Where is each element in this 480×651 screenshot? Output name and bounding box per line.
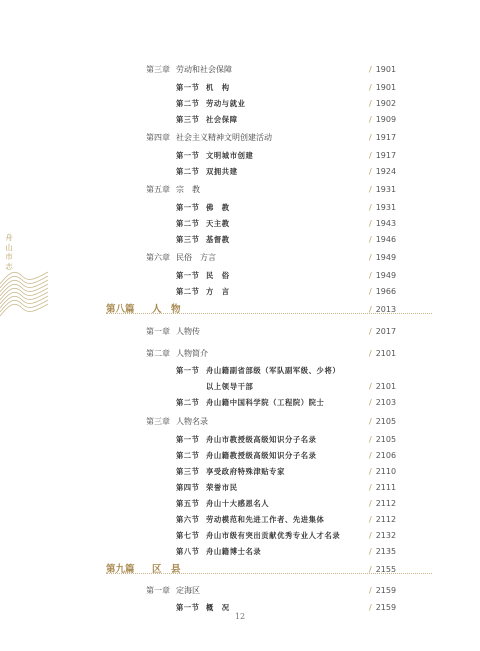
toc-entry-page <box>369 512 429 528</box>
toc-entry-number: 第六节 <box>176 515 200 524</box>
toc-entry-title: 基督教 <box>206 235 230 244</box>
toc-entry-title: 舟山籍副省部级（军队副军级、少将） <box>206 366 341 375</box>
toc-entry-title: 劳动模范和先进工作者、先进集体 <box>206 515 325 524</box>
toc-entry-number: 第六章 <box>146 253 170 262</box>
toc-entry-page <box>369 112 429 128</box>
slash-separator: / <box>369 235 372 244</box>
toc-entry-section[interactable] <box>0 480 480 496</box>
toc-entry-number: 第二章 <box>146 349 170 358</box>
toc-entry-page <box>369 379 429 395</box>
slash-separator: / <box>369 531 372 540</box>
slash-separator: / <box>369 565 372 574</box>
slash-separator: / <box>369 115 372 124</box>
toc-entry-chapter[interactable] <box>0 414 480 430</box>
toc-entry-section[interactable] <box>0 395 480 411</box>
page-value: 2101 <box>375 349 397 358</box>
toc-entry-chapter[interactable] <box>0 182 480 198</box>
toc-entry-title: 社会主义精神文明创建活动 <box>176 133 272 142</box>
slash-separator: / <box>369 271 372 280</box>
slash-separator: / <box>369 382 372 391</box>
slash-separator: / <box>369 83 372 92</box>
toc-entry-page <box>369 62 429 78</box>
toc-entry-title: 人物简介 <box>176 349 208 358</box>
toc-entry-section[interactable] <box>0 432 480 448</box>
toc-entry-number: 第二节 <box>176 398 200 407</box>
toc-entry-number: 第七节 <box>176 531 200 540</box>
toc-entry-section[interactable] <box>0 268 480 284</box>
slash-separator: / <box>369 435 372 444</box>
toc-entry-page <box>369 528 429 544</box>
slash-separator: / <box>369 398 372 407</box>
toc-entry-part[interactable] <box>0 302 480 318</box>
page-value: 1901 <box>375 83 397 92</box>
toc-entry-section[interactable] <box>0 148 480 164</box>
toc-entry-title: 舟山市教授级高级知识分子名录 <box>206 435 317 444</box>
toc-entry-chapter[interactable] <box>0 130 480 146</box>
toc-entry-title: 天主教 <box>206 219 230 228</box>
toc-entry-title: 舟山籍中国科学院（工程院）院士 <box>206 398 325 407</box>
page-value: 2155 <box>375 565 397 574</box>
toc-entry-number: 第二节 <box>176 219 200 228</box>
toc-entry-page <box>369 448 429 464</box>
slash-separator: / <box>369 603 372 612</box>
toc-entry-number: 第一节 <box>176 151 200 160</box>
toc-entry-number: 第三节 <box>176 467 200 476</box>
toc-entry-page <box>369 268 429 284</box>
toc-entry-page <box>369 583 429 599</box>
page-value: 1917 <box>375 133 397 142</box>
slash-separator: / <box>369 287 372 296</box>
toc-entry-title: 定海区 <box>176 586 200 595</box>
toc-entry-number: 第三节 <box>176 115 200 124</box>
toc-entry-page <box>369 324 429 340</box>
slash-separator: / <box>369 586 372 595</box>
toc-entry-title: 宗 教 <box>176 185 200 194</box>
toc-entry-number: 第一节 <box>176 83 200 92</box>
toc-entry-section[interactable] <box>0 112 480 128</box>
toc-entry-page <box>369 464 429 480</box>
toc-entry-page <box>369 284 429 300</box>
toc-entry-title: 以上领导干部 <box>206 382 254 391</box>
slash-separator: / <box>369 499 372 508</box>
toc-entry-title: 民 俗 <box>206 271 230 280</box>
toc-entry-page <box>369 346 429 362</box>
toc-entry-page <box>369 395 429 411</box>
toc-entry-section[interactable] <box>0 164 480 180</box>
page-value: 1902 <box>375 99 397 108</box>
page-value: 1917 <box>375 151 397 160</box>
toc-entry-section[interactable] <box>0 232 480 248</box>
toc-entry-section[interactable] <box>0 216 480 232</box>
toc-entry-page <box>369 200 429 216</box>
toc-entry-title: 概 况 <box>206 603 230 612</box>
toc-entry-number: 第一节 <box>176 435 200 444</box>
toc-entry-chapter[interactable] <box>0 346 480 362</box>
part-divider <box>106 313 432 314</box>
toc-entry-title: 方 言 <box>206 287 230 296</box>
slash-separator: / <box>369 167 372 176</box>
toc-entry-section[interactable] <box>0 379 480 395</box>
toc-entry-title: 社会保障 <box>206 115 238 124</box>
toc-entry-page <box>369 216 429 232</box>
toc-entry-page <box>369 480 429 496</box>
toc-entry-section[interactable] <box>0 284 480 300</box>
toc-entry-section[interactable] <box>0 528 480 544</box>
page-value: 2105 <box>375 435 397 444</box>
toc-entry-page <box>369 250 429 266</box>
slash-separator: / <box>369 467 372 476</box>
page-value: 2159 <box>375 586 397 595</box>
slash-separator: / <box>369 349 372 358</box>
toc-entry-title: 舟山市级有突出贡献优秀专业人才名录 <box>206 531 341 540</box>
toc-entry-section[interactable] <box>0 200 480 216</box>
toc-entry-number: 第八节 <box>176 547 200 556</box>
page-value: 1966 <box>375 287 397 296</box>
slash-separator: / <box>369 151 372 160</box>
toc-entry-section[interactable] <box>0 448 480 464</box>
page-value: 1909 <box>375 115 397 124</box>
slash-separator: / <box>369 65 372 74</box>
toc-entry-title: 人物名录 <box>176 417 208 426</box>
toc-entry-number: 第五节 <box>176 499 200 508</box>
toc-entry-number: 第一节 <box>176 366 200 375</box>
page-value: 2112 <box>375 515 397 524</box>
toc-entry-number: 第三章 <box>146 417 170 426</box>
page-value: 1949 <box>375 253 397 262</box>
slash-separator: / <box>369 99 372 108</box>
toc-entry-section[interactable] <box>0 512 480 528</box>
toc-entry-page <box>369 232 429 248</box>
toc-entry-chapter[interactable] <box>0 583 480 599</box>
page-value: 2111 <box>375 483 397 492</box>
toc-entry-page <box>369 148 429 164</box>
toc-entry-title: 机 构 <box>206 83 230 92</box>
slash-separator: / <box>369 483 372 492</box>
slash-separator: / <box>369 417 372 426</box>
page-value: 2013 <box>375 305 397 314</box>
page-number: 12 <box>234 612 246 621</box>
toc-entry-title: 佛 教 <box>206 203 230 212</box>
page-value: 1924 <box>375 167 397 176</box>
page-value: 2135 <box>375 547 397 556</box>
toc-entry-number: 第五章 <box>146 185 170 194</box>
toc-entry-number: 第一节 <box>176 203 200 212</box>
toc-entry-page <box>369 544 429 560</box>
slash-separator: / <box>369 327 372 336</box>
slash-separator: / <box>369 547 372 556</box>
toc-entry-section[interactable] <box>0 80 480 96</box>
toc-entry-page <box>369 164 429 180</box>
toc-entry-section[interactable] <box>0 464 480 480</box>
toc-entry-title: 文明城市创建 <box>206 151 254 160</box>
page-value: 2132 <box>375 531 397 540</box>
toc-entry-number: 第二节 <box>176 167 200 176</box>
page-value: 2159 <box>375 603 397 612</box>
slash-separator: / <box>369 253 372 262</box>
toc-entry-number: 第四章 <box>146 133 170 142</box>
toc-entry-number: 第三章 <box>146 65 170 74</box>
page-value: 1949 <box>375 271 397 280</box>
toc-entry-number: 第九篇 <box>106 564 135 575</box>
slash-separator: / <box>369 203 372 212</box>
toc-entry-title: 舟山籍博士名录 <box>206 547 262 556</box>
toc-entry-title: 民俗 方言 <box>176 253 216 262</box>
page-value: 2112 <box>375 499 397 508</box>
toc-entry-number: 第二节 <box>176 99 200 108</box>
page-value: 2105 <box>375 417 397 426</box>
toc-entry-title: 舟山籍教授级高级知识分子名录 <box>206 451 317 460</box>
toc-entry-section[interactable] <box>0 363 480 379</box>
toc-entry-title: 劳动与就业 <box>206 99 246 108</box>
toc-entry-page <box>369 80 429 96</box>
toc-entry-page <box>369 432 429 448</box>
toc-entry-number: 第四节 <box>176 483 200 492</box>
toc-entry-section[interactable] <box>0 544 480 560</box>
toc-entry-number: 第一章 <box>146 586 170 595</box>
page-value: 2103 <box>375 398 397 407</box>
toc-entry-number: 第一节 <box>176 603 200 612</box>
page-value: 1946 <box>375 235 397 244</box>
toc-entry-page <box>369 182 429 198</box>
toc-entry-number: 第二节 <box>176 451 200 460</box>
slash-separator: / <box>369 515 372 524</box>
page-value: 1901 <box>375 65 397 74</box>
toc-entry-section[interactable] <box>0 96 480 112</box>
toc-entry-part[interactable] <box>0 562 480 578</box>
slash-separator: / <box>369 133 372 142</box>
part-divider <box>106 573 432 574</box>
slash-separator: / <box>369 451 372 460</box>
toc-entry-page <box>369 302 429 318</box>
toc-entry-page <box>369 414 429 430</box>
slash-separator: / <box>369 185 372 194</box>
toc-entry-page <box>369 130 429 146</box>
toc-entry-page <box>369 562 429 578</box>
toc-entry-number: 第一节 <box>176 271 200 280</box>
toc-entry-number: 第二节 <box>176 287 200 296</box>
toc-entry-number: 第三节 <box>176 235 200 244</box>
slash-separator: / <box>369 219 372 228</box>
page-value: 2101 <box>375 382 397 391</box>
toc-entry-chapter[interactable] <box>0 62 480 78</box>
page-value: 2106 <box>375 451 397 460</box>
toc-entry-title: 区 县 <box>152 564 181 575</box>
page-value: 1943 <box>375 219 397 228</box>
toc-entry-title: 劳动和社会保障 <box>176 65 232 74</box>
toc-entry-number: 第八篇 <box>106 304 135 315</box>
toc-entry-title: 享受政府特殊津贴专家 <box>206 467 285 476</box>
page-value: 1931 <box>375 203 397 212</box>
toc-entry-chapter[interactable] <box>0 250 480 266</box>
page-value: 2110 <box>375 467 397 476</box>
toc-entry-title: 人物传 <box>176 327 200 336</box>
toc-entry-title: 双拥共建 <box>206 167 238 176</box>
page-value: 1931 <box>375 185 397 194</box>
toc-entry-title: 舟山十大感恩名人 <box>206 499 270 508</box>
toc-entry-page <box>369 496 429 512</box>
toc-entry-number: 第一章 <box>146 327 170 336</box>
toc-entry-section[interactable] <box>0 496 480 512</box>
toc-entry-page <box>369 96 429 112</box>
slash-separator: / <box>369 305 372 314</box>
toc-entry-chapter[interactable] <box>0 324 480 340</box>
book-title-vertical: 舟山市志 <box>5 233 13 271</box>
toc-entry-title: 人 物 <box>152 304 181 315</box>
page-value: 2017 <box>375 327 397 336</box>
toc-entry-title: 荣誉市民 <box>206 483 238 492</box>
